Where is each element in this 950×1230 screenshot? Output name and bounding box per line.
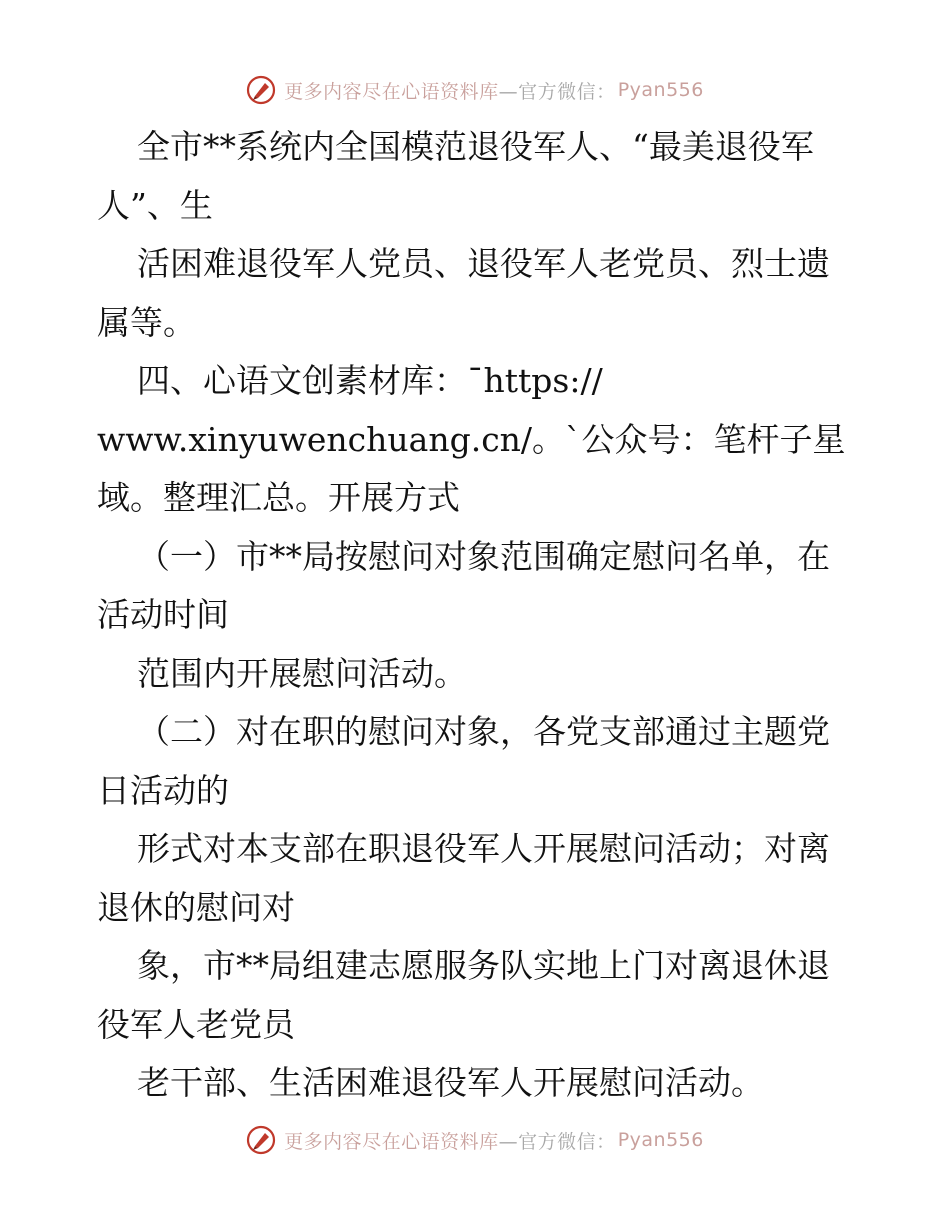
body-line: 退休的慰问对 (97, 887, 295, 927)
body-line: 活动时间 (97, 595, 229, 634)
footer-watermark (0, 1120, 950, 1160)
body-line: 役军人老党员 (97, 1004, 295, 1044)
watermark-wechat-id: Pyan556 (617, 79, 704, 101)
body-line: 人”、生 (97, 185, 213, 225)
watermark-text: 更多内容尽在心语资料库 (284, 80, 499, 103)
body-line: 域。整理汇总。开展方式 (97, 478, 460, 517)
body-line: （二）对在职的慰问对象，各党支部通过主题党 (137, 712, 830, 751)
watermark-text: 更多内容尽在心语资料库 (284, 1130, 499, 1153)
document-body (97, 118, 857, 1113)
body-line: 全市**系统内全国模范退役军人、“最美退役军 (137, 127, 814, 166)
watermark-wechat-label: —官方微信： (498, 80, 616, 103)
body-line: 活困难退役军人党员、退役军人老党员、烈士遗 (137, 244, 830, 283)
body-line: （一）市**局按慰问对象范围确定慰问名单，在 (137, 536, 830, 576)
pen-nib-logo-icon (246, 1125, 276, 1155)
body-line: www.xinyuwenchuang.cn/。`公众号：笔杆子星 (97, 419, 846, 459)
header-watermark (0, 70, 950, 110)
body-line: 形式对本支部在职退役军人开展慰问活动；对离 (137, 829, 830, 868)
body-line: 属等。 (97, 302, 196, 342)
body-line: 范围内开展慰问活动。 (137, 653, 467, 693)
section-heading-line: 四、心语文创素材库：¯https:// (137, 361, 603, 400)
body-line: 日活动的 (97, 770, 229, 810)
watermark-wechat-id: Pyan556 (617, 1129, 704, 1151)
body-line: 老干部、生活困难退役军人开展慰问活动。 (137, 1063, 764, 1102)
body-line: 象，市**局组建志愿服务队实地上门对离退休退 (137, 946, 830, 985)
watermark-wechat-label: —官方微信： (498, 1130, 616, 1153)
pen-nib-logo-icon (246, 75, 276, 105)
